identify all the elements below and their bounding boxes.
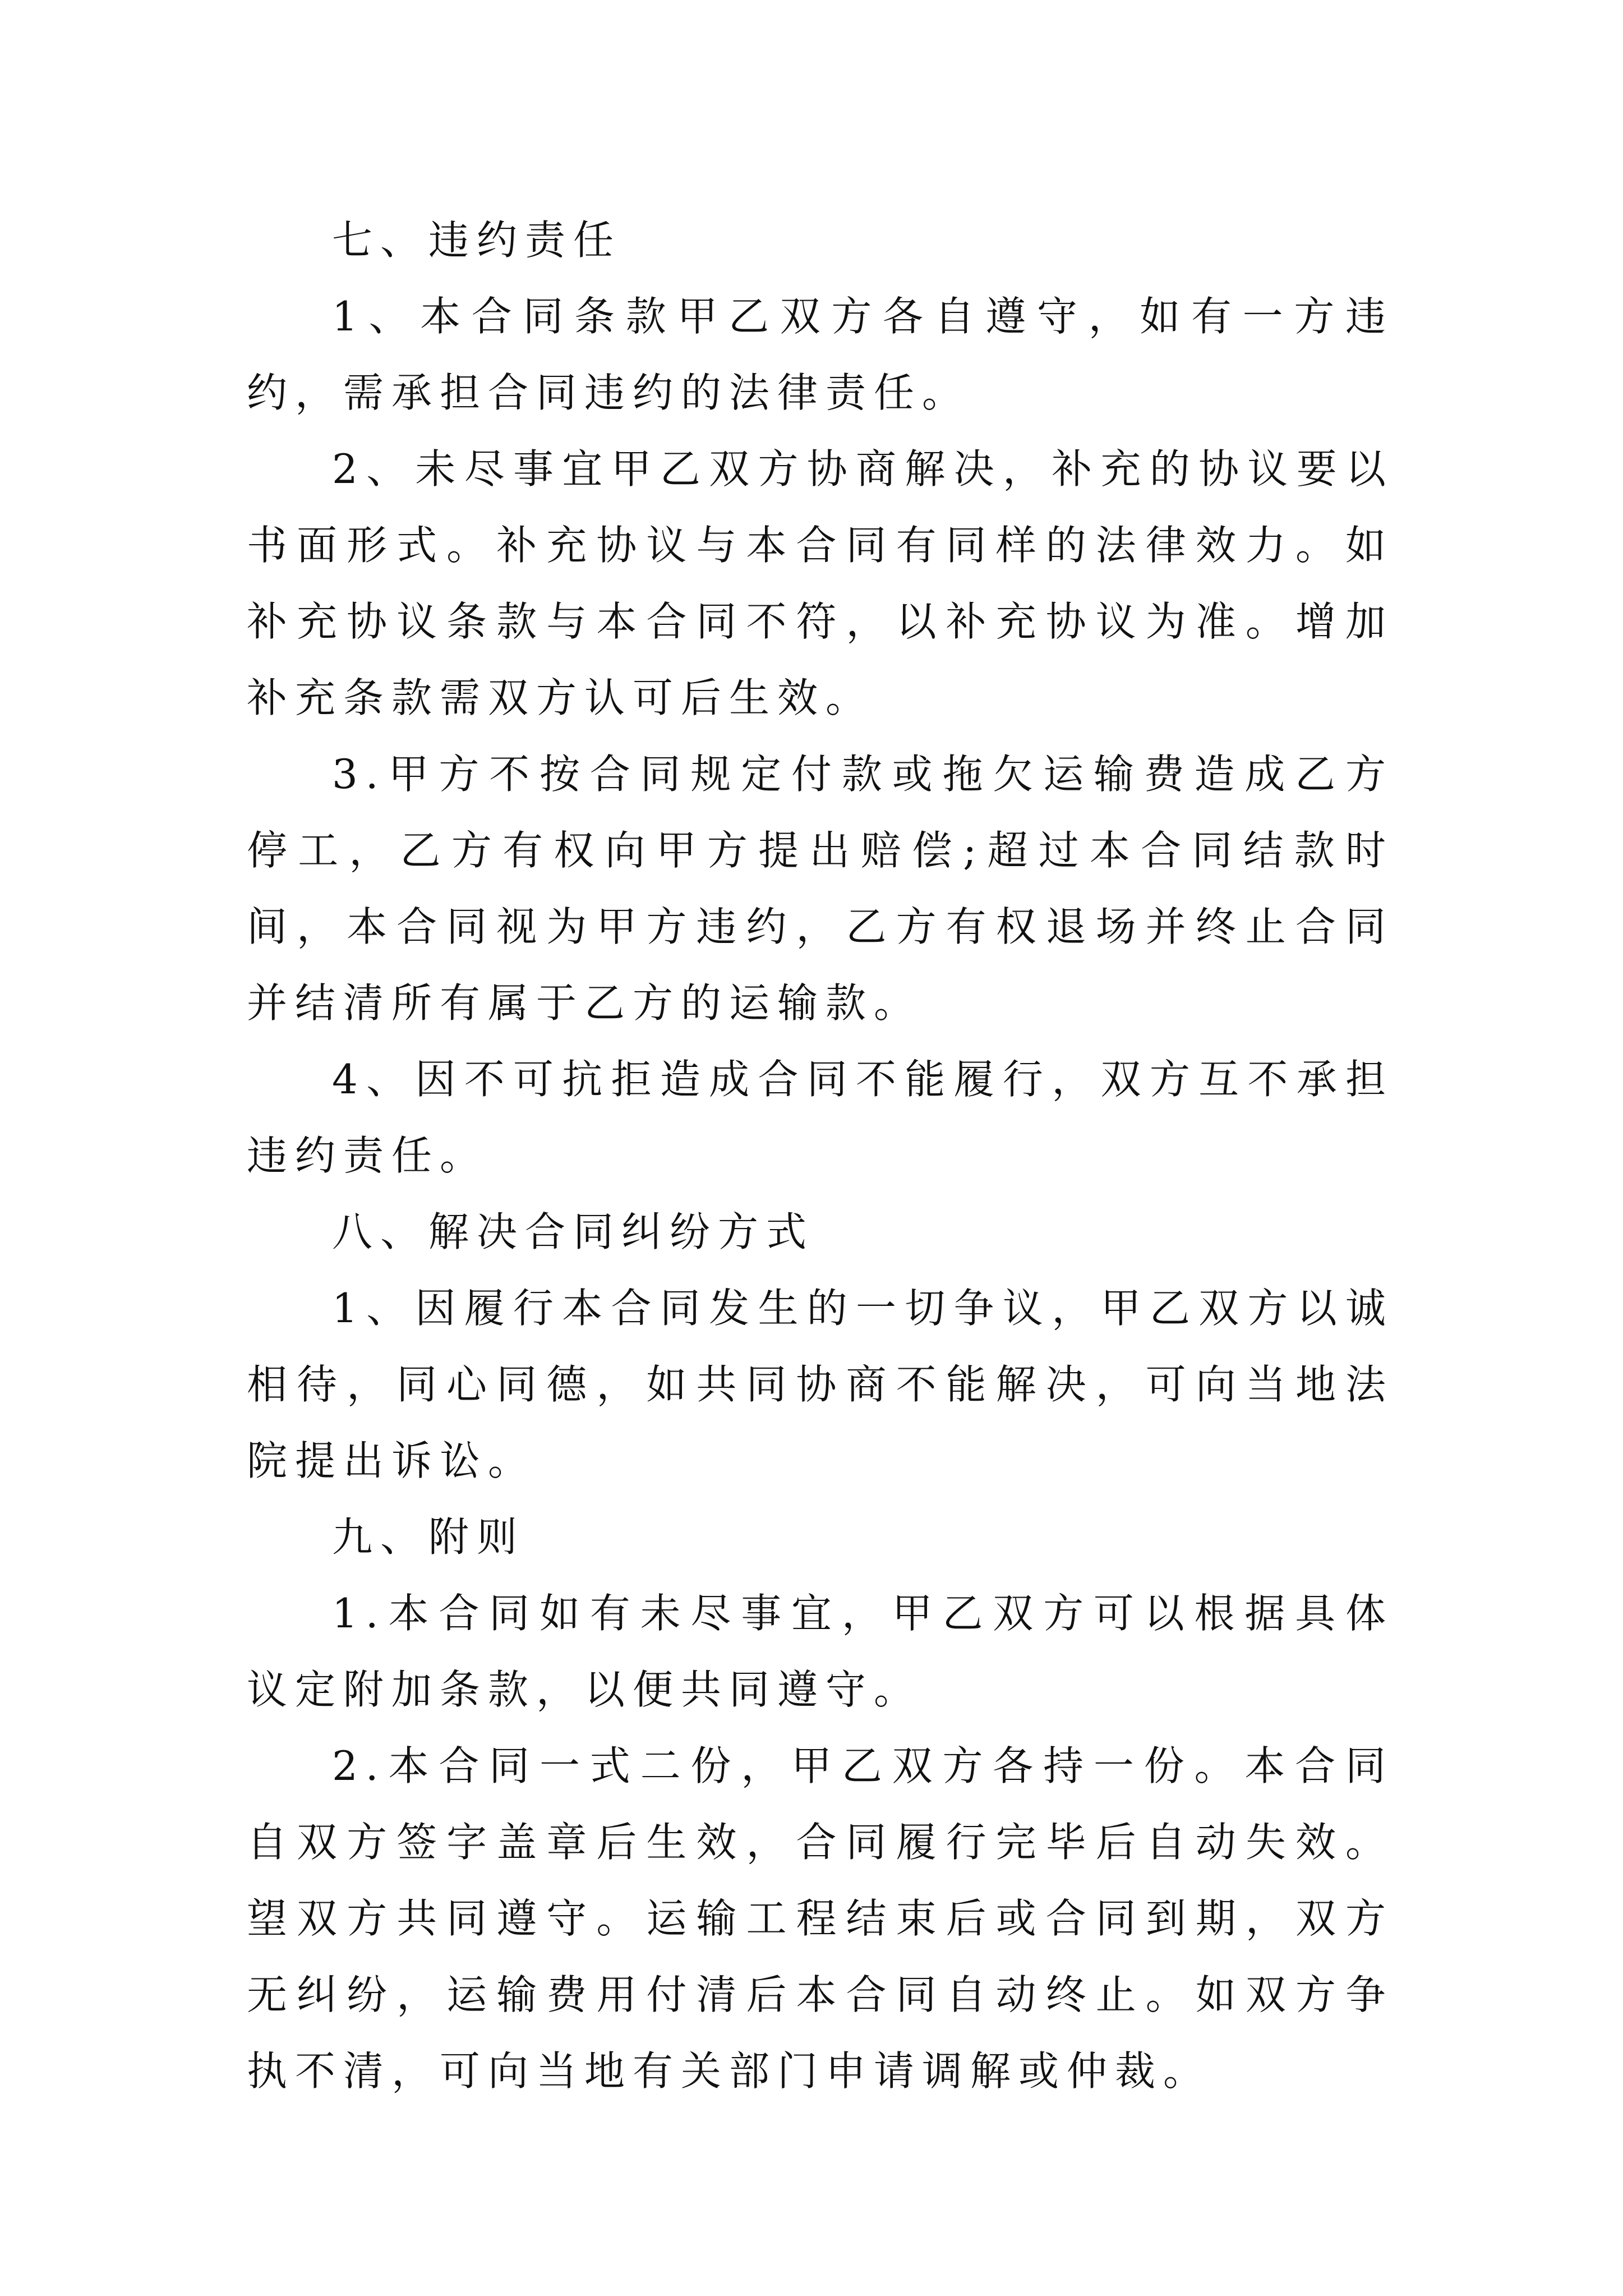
section-heading-dispute: 八、解决合同纠纷方式 (332, 1208, 815, 1255)
clause-breach-4: 4、因不可抗拒造成合同不能履行，双方互不承担违约责任。 (247, 1056, 1394, 1179)
clause-breach-2: 2、未尽事宜甲乙双方协商解决，补充的协议要以书面形式。补充协议与本合同有同样的法律效力。如补充协议条款与本合同不符，以补充协议为准。增加补充条款需双方认可后生效。 (247, 445, 1394, 721)
clause-dispute-1: 1、因履行本合同发生的一切争议，甲乙双方以诚相待，同心同德，如共同协商不能解决，可向当地法院提出诉讼。 (247, 1285, 1394, 1484)
clause-appendix-2: 2.本合同一式二份，甲乙双方各持一份。本合同自双方签字盖章后生效，合同履行完毕后自动失效。望双方共同遵守。运输工程结束后或合同到期，双方无纠纷，运输费用付清后本合同自动终止。如双方争执不清，可向当地有关部门申请调解或仲裁。 (247, 1742, 1394, 2095)
clause-breach-1: 1、本合同条款甲乙双方各自遵守，如有一方违约，需承担合同违约的法律责任。 (247, 293, 1394, 416)
clause-breach-3: 3.甲方不按合同规定付款或拖欠运输费造成乙方停工，乙方有权向甲方提出赔偿;超过本合同结款时间，本合同视为甲方违约，乙方有权退场并终止合同并结清所有属于乙方的运输款。 (247, 751, 1394, 1027)
document-body (247, 202, 1394, 2109)
section-heading-breach: 七、违约责任 (332, 217, 622, 264)
section-heading-appendix: 九、附则 (332, 1513, 525, 1561)
clause-appendix-1: 1.本合同如有未尽事宜，甲乙双方可以根据具体议定附加条款，以便共同遵守。 (247, 1590, 1394, 1713)
